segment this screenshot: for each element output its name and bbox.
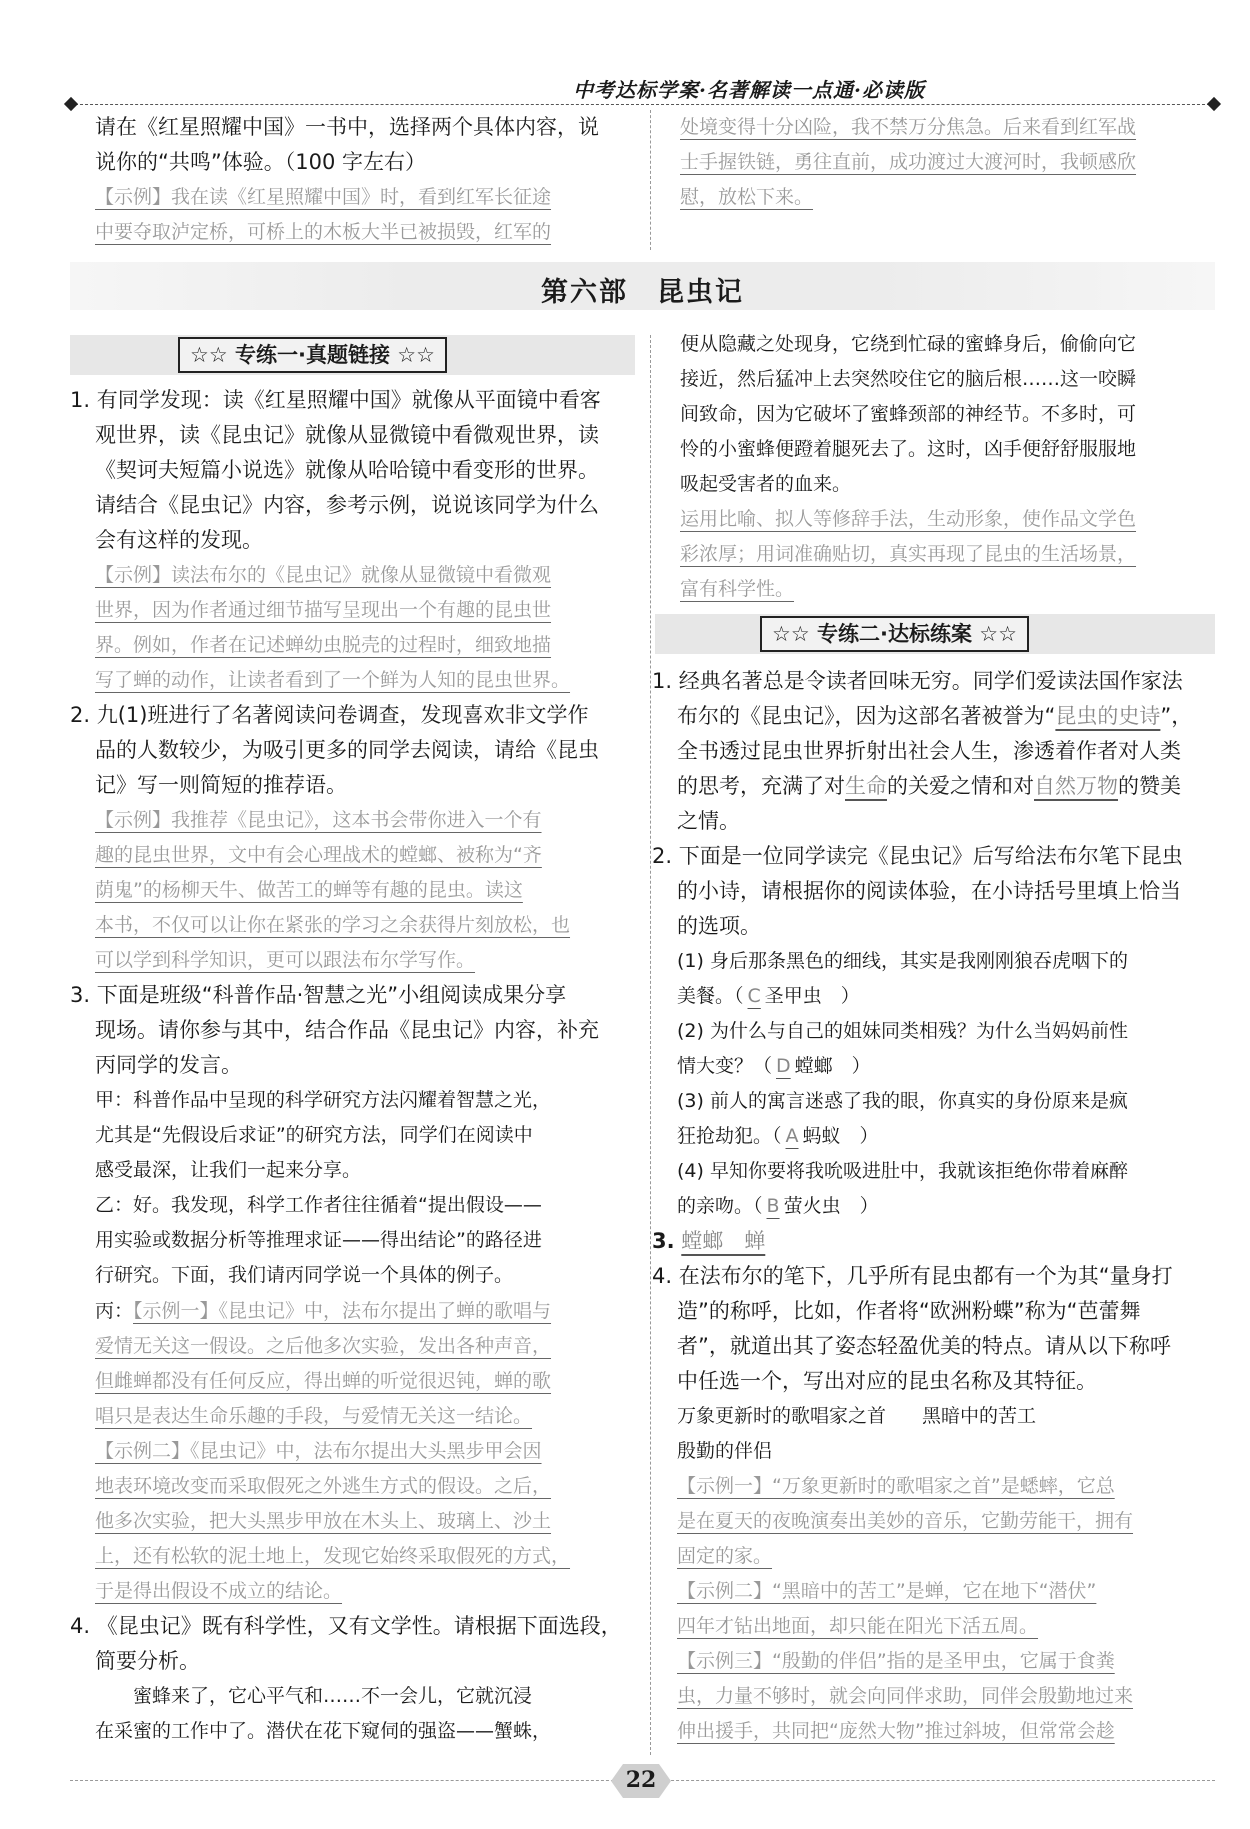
answer-line: 可以学到科学知识，更可以跟法布尔学写作。 xyxy=(95,949,476,971)
answer-line: 他多次实验，把大头黑步甲放在木头上、玻璃上、沙土 xyxy=(95,1510,552,1532)
answer-line: 【示例二】《昆虫记》中，法布尔提出大头黑步甲会因 xyxy=(95,1440,542,1462)
answer-line: 本书，不仅可以让你在紧张的学习之余获得片刻放松，也 xyxy=(95,914,571,936)
answer-line: 四年才钻出地面，却只能在阳光下活五周。 xyxy=(677,1615,1039,1637)
answer-text: 【示例一】《昆虫记》中，法布尔提出了蝉的歌唱与 xyxy=(133,1300,552,1322)
poem-line: (3) 前人的寓言迷惑了我的眼，你真实的身份原来是疯 xyxy=(677,1090,1128,1112)
poem-line: (4) 早知你要将我吮吸进肚中，我就该拒绝你带着麻醉 xyxy=(677,1160,1128,1182)
passage-line: 吸起受害者的血来。 xyxy=(680,473,852,495)
column-divider xyxy=(650,335,651,1755)
header-title: 中考达标学案·名著解读一点通·必读版 xyxy=(573,78,925,102)
question-line: 请结合《昆虫记》内容，参考示例，说说该同学为什么 xyxy=(95,493,599,517)
question-line: 丙同学的发言。 xyxy=(95,1053,242,1077)
answer-line: 虫，力量不够时，就会向同伴求助，同伴会殷勤地过来 xyxy=(677,1685,1134,1707)
question-line: 4. 《昆虫记》既有科学性，又有文学性。请根据下面选段， xyxy=(70,1614,622,1638)
answer-line: 唱只是表达生命乐趣的手段，与爱情无关这一结论。 xyxy=(95,1405,533,1427)
question-line: 观世界，读《昆虫记》就像从显微镜中看微观世界，读 xyxy=(95,423,599,447)
question-line: 现场。请你参与其中，结合作品《昆虫记》内容，补充 xyxy=(95,1018,599,1042)
answer-line: 世界，因为作者通过细节描写呈现出一个有趣的昆虫世 xyxy=(95,599,552,621)
text: 萤火虫 ） xyxy=(783,1195,879,1217)
page-number-badge xyxy=(596,1764,686,1798)
dialogue-line: 乙：好。我发现，科学工作者往往循着“提出假设—— xyxy=(95,1194,542,1216)
section-heading: ☆☆ 专练二·达标练案 ☆☆ xyxy=(760,616,1029,652)
question-line: 全书透过昆虫世界折射出社会人生，渗透着作者对人类 xyxy=(677,739,1181,763)
s2-question-2 xyxy=(652,839,1227,1224)
answer-text: 中要夺取泸定桥，可桥上的木板大半已被损毁，红军的 xyxy=(95,221,552,243)
fill-answer: 螳螂 蝉 xyxy=(681,1229,766,1253)
answer-line: 固定的家。 xyxy=(677,1545,773,1567)
text: 蚂蚁 ） xyxy=(802,1125,879,1147)
text: 的亲吻。（ xyxy=(677,1195,763,1217)
answer-text: 慰，放松下来。 xyxy=(680,186,814,208)
text: 圣甲虫 ） xyxy=(764,985,860,1007)
question-line: 中任选一个，写出对应的昆虫名称及其特征。 xyxy=(677,1369,1097,1393)
question-line: 1. 经典名著总是令读者回味无穷。同学们爱读法国作家法 xyxy=(652,669,1183,693)
poem-line xyxy=(652,979,1227,1014)
answer-line: 趣的昆虫世界，文中有会心理战术的螳螂、被称为“齐 xyxy=(95,844,542,866)
option-text: 黑暗中的苦工 xyxy=(922,1405,1037,1427)
answer-line: 【示例】我推荐《昆虫记》，这本书会带你进入一个有 xyxy=(95,809,542,831)
option-row xyxy=(652,1399,1227,1434)
text: 螳螂 ） xyxy=(794,1055,871,1077)
question-line: 者”，就道出其了姿态轻盈优美的特点。请从以下称呼 xyxy=(677,1334,1171,1358)
question-line: 品的人数较少，为吸引更多的同学去阅读，请给《昆虫 xyxy=(95,738,599,762)
s2-question-1 xyxy=(652,664,1227,839)
top-right-block xyxy=(680,110,1220,215)
s2-question-3 xyxy=(652,1224,1227,1259)
text: 布尔的《昆虫记》，因为这部名著被誉为“ xyxy=(677,704,1056,728)
answer-line: 爱情无关这一假设。之后他多次实验，发出各种声音， xyxy=(95,1335,552,1357)
part-title: 第六部 昆虫记 xyxy=(541,277,744,308)
dialogue-line: 行研究。下面，我们请丙同学说一个具体的例子。 xyxy=(95,1264,514,1286)
question-line: 2. 下面是一位同学读完《昆虫记》后写给法布尔笔下昆虫 xyxy=(652,844,1183,868)
right-column xyxy=(680,327,1225,607)
question-line: 3. 下面是班级“科普作品·智慧之光”小组阅读成果分享 xyxy=(70,983,567,1007)
answer-line: 【示例三】“殷勤的伴侣”指的是圣甲虫，它属于食粪 xyxy=(677,1650,1115,1672)
text: 情大变？（ xyxy=(677,1055,773,1077)
answer-line: 地表环境改变而采取假死之外逃生方式的假设。之后， xyxy=(95,1475,552,1497)
fill-answer: A xyxy=(785,1125,799,1147)
passage-line: 接近，然后猛冲上去突然咬住它的脑后根……这一咬瞬 xyxy=(680,368,1137,390)
text: ”， xyxy=(1160,704,1193,728)
text: 美餐。（ xyxy=(677,985,744,1007)
question-3 xyxy=(70,978,640,1609)
poem-line xyxy=(652,1049,1227,1084)
fill-answer: 生命 xyxy=(845,774,887,798)
text: 狂抢劫犯。（ xyxy=(677,1125,782,1147)
dialogue-line: 用实验或数据分析等推理求证——得出结论”的路径进 xyxy=(95,1229,542,1251)
question-line: 的小诗，请根据你的阅读体验，在小诗括号里填上恰当 xyxy=(677,879,1181,903)
question-line: 1. 有同学发现：读《红星照耀中国》就像从平面镜中看客 xyxy=(70,388,601,412)
answer-line: 富有科学性。 xyxy=(680,578,795,600)
answer-text: 士手握铁链，勇往直前，成功渡过大渡河时，我顿感欣 xyxy=(680,151,1137,173)
passage-line: 在采蜜的工作中了。潜伏在花下窥伺的强盗——蟹蛛， xyxy=(95,1720,552,1742)
diamond-icon xyxy=(1207,97,1221,111)
left-column xyxy=(70,383,640,1749)
passage-line: 怜的小蜜蜂便蹬着腿死去了。这时，凶手便舒舒服服地 xyxy=(680,438,1137,460)
answer-line: 于是得出假设不成立的结论。 xyxy=(95,1580,343,1602)
speaker-label: 丙： xyxy=(95,1300,134,1322)
question-line: 《契诃夫短篇小说选》就像从哈哈镜中看变形的世界。 xyxy=(95,458,599,482)
fill-answer: D xyxy=(776,1055,791,1077)
fill-answer: B xyxy=(766,1195,780,1217)
text: 的关爱之情和对 xyxy=(887,774,1034,798)
answer-line: 【示例一】“万象更新时的歌唱家之首”是蟋蟀，它总 xyxy=(677,1475,1115,1497)
answer-line xyxy=(70,1293,640,1329)
dialogue-line: 感受最深，让我们一起来分享。 xyxy=(95,1159,362,1181)
text: 的赞美 xyxy=(1118,774,1181,798)
answer-line: 【示例】读法布尔的《昆虫记》就像从显微镜中看微观 xyxy=(95,564,552,586)
question-number: 3. xyxy=(652,1229,675,1253)
question-4 xyxy=(70,1609,640,1749)
answer-line: 是在夏天的夜晚演奏出美妙的音乐，它勤劳能干，拥有 xyxy=(677,1510,1134,1532)
question-2 xyxy=(70,698,640,978)
diamond-icon xyxy=(64,97,78,111)
poem-line xyxy=(652,1189,1227,1224)
answer-line: 写了蝉的动作，让读者看到了一个鲜为人知的昆虫世界。 xyxy=(95,669,571,691)
header-rule xyxy=(70,104,1215,105)
question-1 xyxy=(70,383,640,698)
poem-line: (2) 为什么与自己的姐妹同类相残？为什么当妈妈前性 xyxy=(677,1020,1128,1042)
top-left-block xyxy=(95,110,635,250)
option-row: 殷勤的伴侣 xyxy=(677,1440,773,1462)
question-line xyxy=(652,699,1227,734)
question-line: 的选项。 xyxy=(677,914,761,938)
fill-answer: 自然万物 xyxy=(1034,774,1118,798)
passage-line: 便从隐藏之处现身，它绕到忙碌的蜜蜂身后，偷偷向它 xyxy=(680,333,1137,355)
part-title-bar xyxy=(70,262,1215,310)
question-text: 说你的“共鸣”体验。（100 字左右） xyxy=(95,150,427,174)
s2-question-4 xyxy=(652,1259,1227,1749)
page-header xyxy=(70,72,1215,106)
answer-text: 处境变得十分凶险，我不禁万分焦急。后来看到红军战 xyxy=(680,116,1137,138)
question-line: 记》写一则简短的推荐语。 xyxy=(95,773,347,797)
section-heading: ☆☆ 专练一·真题链接 ☆☆ xyxy=(178,337,447,373)
answer-line: 【示例二】“黑暗中的苦工”是蝉，它在地下“潜伏” xyxy=(677,1580,1097,1602)
passage-line: 蜜蜂来了，它心平气和……不一会儿，它就沉浸 xyxy=(95,1685,533,1707)
page-number: 22 xyxy=(625,1767,657,1793)
right-column-section2 xyxy=(652,664,1227,1749)
fill-answer: C xyxy=(747,985,761,1007)
question-line: 2. 九(1)班进行了名著阅读问卷调查，发现喜欢非文学作 xyxy=(70,703,589,727)
question-line: 之情。 xyxy=(677,809,740,833)
question-line: 会有这样的发现。 xyxy=(95,528,263,552)
column-divider xyxy=(650,110,651,250)
question-line xyxy=(652,769,1227,804)
fill-answer: 昆虫的史诗 xyxy=(1055,704,1161,728)
answer-line: 荫鬼”的杨柳天牛、做苦工的蝉等有趣的昆虫。读这 xyxy=(95,879,523,901)
poem-line xyxy=(652,1119,1227,1154)
answer-line: 运用比喻、拟人等修辞手法，生动形象，使作品文学色 xyxy=(680,508,1137,530)
poem-line: (1) 身后那条黑色的细线，其实是我刚刚狼吞虎咽下的 xyxy=(677,950,1128,972)
answer-line: 伸出援手，共同把“庞然大物”推过斜坡，但常常会趁 xyxy=(677,1720,1115,1742)
question-line: 造”的称呼，比如，作者将“欧洲粉蝶”称为“芭蕾舞 xyxy=(677,1299,1141,1323)
option-text: 万象更新时的歌唱家之首 xyxy=(677,1405,887,1427)
answer-text: 【示例】我在读《红星照耀中国》时，看到红军长征途 xyxy=(95,186,552,208)
question-line: 简要分析。 xyxy=(95,1649,200,1673)
answer-line: 彩浓厚；用词准确贴切，真实再现了昆虫的生活场景， xyxy=(680,543,1137,565)
dialogue-line: 尤其是“先假设后求证”的研究方法，同学们在阅读中 xyxy=(95,1124,533,1146)
question-line: 4. 在法布尔的笔下，几乎所有昆虫都有一个为其“量身打 xyxy=(652,1264,1173,1288)
text: 的思考，充满了对 xyxy=(677,774,845,798)
passage-line: 间致命，因为它破坏了蜜蜂颈部的神经节。不多时，可 xyxy=(680,403,1137,425)
answer-line: 上，还有松软的泥土地上，发现它始终采取假死的方式， xyxy=(95,1545,571,1567)
dialogue-line: 甲：科普作品中呈现的科学研究方法闪耀着智慧之光， xyxy=(95,1089,552,1111)
answer-line: 界。例如，作者在记述蝉幼虫脱壳的过程时，细致地描 xyxy=(95,634,552,656)
question-text: 请在《红星照耀中国》一书中，选择两个具体内容，说 xyxy=(95,115,599,139)
answer-line: 但雌蝉都没有任何反应，得出蝉的听觉很迟钝，蝉的歌 xyxy=(95,1370,552,1392)
